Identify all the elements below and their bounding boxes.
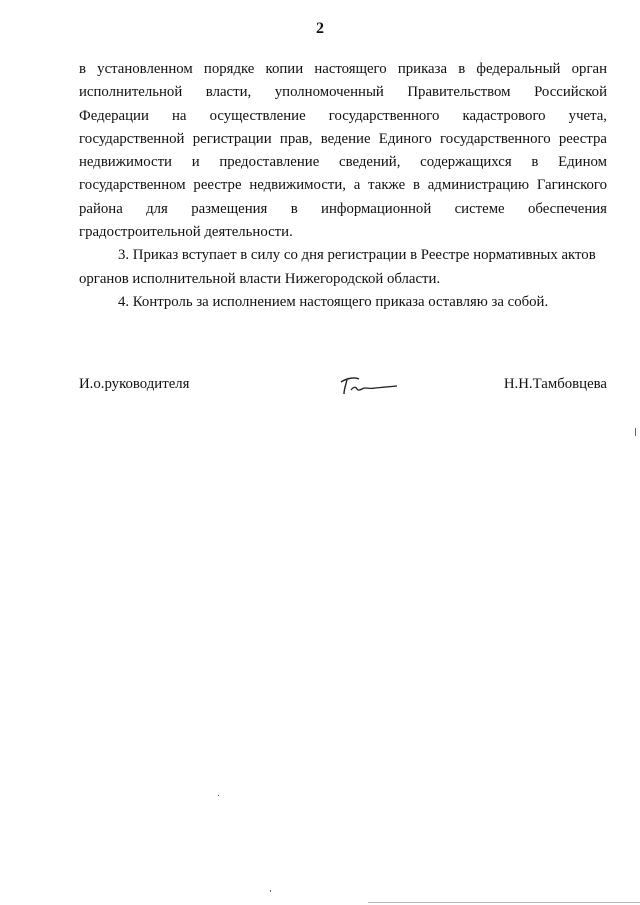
signatory-title: И.о.руководителя bbox=[79, 376, 190, 392]
scan-edge-line bbox=[368, 902, 640, 903]
paragraph-1-line: района для размещения в информационной системе обеспечения bbox=[79, 200, 607, 217]
handwritten-signature bbox=[337, 374, 399, 400]
paragraph-1-line: градостроительной деятельности. bbox=[79, 224, 293, 241]
signature-block bbox=[79, 374, 607, 404]
paragraph-1-line: государственной регистрации прав, ведение Единого государственного реестра bbox=[79, 130, 607, 147]
paragraph-1-line: исполнительной власти, уполномоченный Правительством Российской bbox=[79, 84, 607, 101]
document-body bbox=[79, 58, 607, 314]
scan-artifact bbox=[218, 795, 219, 796]
paragraph-4: 4. Контроль за исполнением настоящего приказа оставляю за собой. bbox=[118, 293, 549, 310]
paragraph-1-line: недвижимости и предоставление сведений, содержащихся в Едином bbox=[79, 154, 607, 171]
scan-artifact bbox=[270, 890, 271, 892]
paragraph-3-line-1: 3. Приказ вступает в силу со дня регистрации в Реестре нормативных актов bbox=[118, 247, 596, 264]
paragraph-1-line: в установленном порядке копии настоящего приказа в федеральный орган bbox=[79, 61, 607, 77]
paragraph-3-line-2: органов исполнительной власти Нижегородской области. bbox=[79, 270, 441, 287]
page-number: 2 bbox=[316, 20, 324, 37]
signatory-name: Н.Н.Тамбовцева bbox=[503, 376, 607, 392]
paragraph-1-line: Федерации на осуществление государственного кадастрового учета, bbox=[79, 107, 607, 124]
paragraph-1-line: государственном реестре недвижимости, а также в администрацию Гагинского bbox=[79, 177, 607, 194]
scan-artifact bbox=[635, 428, 636, 436]
